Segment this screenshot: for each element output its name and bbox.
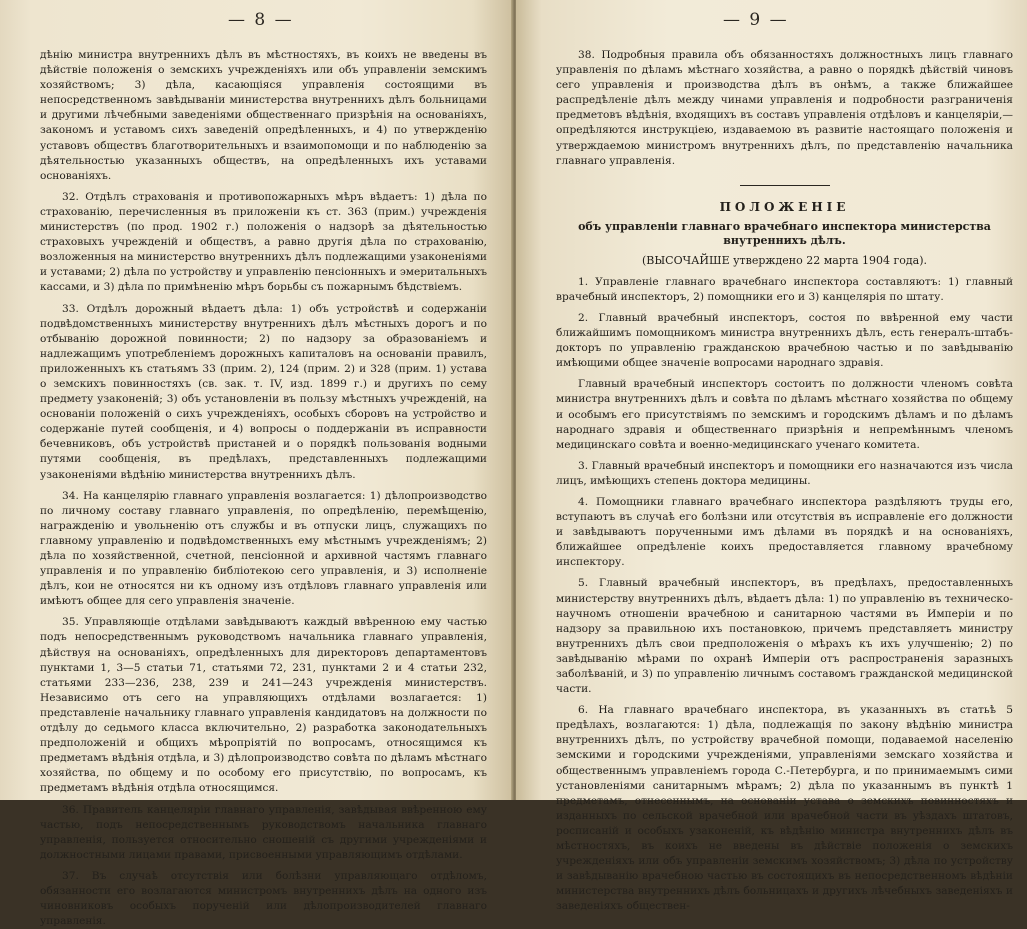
paragraph: 5. Главный врачебный инспекторъ, въ предѣлахъ, предоставленныхъ министерству внутреннихъ дѣлъ, вѣдаетъ дѣла: 1) по управленію въ техническо-научномъ отношеніи врачебною и санитарною частями въ Имперіи и по надзору за правильною ихъ постановкою, причемъ представляетъ министру внутреннихъ дѣлъ свои предположенія о мѣрахъ къ ихъ улучшенію; 2) по завѣдыванію мѣрами по охранѣ Имперіи отъ распространенія заразныхъ заболѣваній, и 3) по управленію личнымъ составомъ гражданской медицинской части. bbox=[556, 577, 1013, 696]
paragraph: 4. Помощники главнаго врачебнаго инспектора раздѣляютъ труды его, вступаютъ въ случаѣ его болѣзни или отсутствія въ исправленіе его должности и завѣдываютъ порученными имъ дѣлами въ порядкѣ и на основаніяхъ, ближайшее опредѣленіе коихъ предоставляется главному врачебному инспектору. bbox=[556, 495, 1013, 569]
paragraph: 3. Главный врачебный инспекторъ и помощники его назначаются изъ числа лицъ, имѣющихъ степень доктора медицины. bbox=[556, 459, 1013, 487]
left-page-body bbox=[40, 48, 487, 929]
paragraph: 2. Главный врачебный инспекторъ, состоя по ввѣренной ему части ближайшимъ помощникомъ министра внутреннихъ дѣлъ, есть генералъ-штабъ-докторъ по управленію гражданскою врачебною частью и по завѣдыванію имѣющими общее значеніе вопросами народнаго здравія. bbox=[556, 311, 1013, 370]
document-subtitle: объ управленіи главнаго врачебнаго инспектора министерства внутреннихъ дѣлъ. bbox=[578, 219, 991, 247]
paragraph: 35. Управляющіе отдѣлами завѣдываютъ каждый ввѣренною ему частью подъ непосредственнымъ руководствомъ начальника главнаго управленія, дѣйствуя на основаніяхъ, опредѣленныхъ для директоровъ департаментовъ пунктами 1, 3—5 статьи 71, статьями 72, 231, пунктами 2 и 4 статьи 232, статьями 233—236, 238, 239 и 241—243 учрежденія министерствъ. Независимо отъ сего на управляющихъ отдѣлами возлагается: 1) представленіе начальнику главнаго управленія кандидатовъ на должности по отдѣлу до седьмого класса включительно, 2) разработка законодательныхъ предположеній и общихъ мѣропріятій по вопросамъ, относящимся къ предметамъ вѣдѣнія отдѣла, и 3) дѣлопроизводство совѣта по дѣламъ мѣстнаго хозяйства, по общему и по особому его присутствію, по вопросамъ, къ предметамъ вѣдѣнія отдѣла относящимся. bbox=[40, 616, 487, 795]
paragraph: 33. Отдѣлъ дорожный вѣдаетъ дѣла: 1) объ устройствѣ и содержаніи подвѣдомственныхъ министерству внутреннихъ дѣлъ мѣстныхъ дорогъ и по отбыванію дорожной повинности; 2) по надзору за образованіемъ и надлежащимъ употребленіемъ дорожныхъ капиталовъ на основаніи правилъ, приложенныхъ къ статьямъ 33 (прим. 2), 124 (прим. 2) и 328 (прим. 1) устава о земскихъ повинностяхъ (св. зак. т. IV, изд. 1899 г.) и другихъ по сему предмету узаконеній; 3) объ установленіи въ пользу мѣстныхъ учрежденій, на основаніи положеній о сихъ учрежденіяхъ, особыхъ сборовъ на устройство и содержаніе путей сообщенія, и 4) вопросы о поддержаніи въ исправности бечевниковъ, объ устройствѣ пристаней и о порядкѣ пользованія водными путями сообщенія, въ предѣлахъ, представленныхъ подлежащими узаконеніями вѣдѣнію министерства внутреннихъ дѣлъ. bbox=[40, 302, 487, 481]
paragraph: 36. Правитель канцеляріи главнаго управленія, завѣдывая ввѣренною ему частью, подъ непосредственнымъ руководствомъ начальника главнаго управленія, пользуется относительно сношеній съ другими учрежденіями и должностными лицами правами, присвоенными управляющимъ отдѣлами. bbox=[40, 803, 487, 861]
right-page-body bbox=[556, 275, 1013, 915]
paragraph: Главный врачебный инспекторъ состоитъ по должности членомъ совѣта министра внутреннихъ дѣлъ и совѣта по дѣламъ мѣстнаго хозяйства по общему и особымъ его присутствіямъ по земскимъ и городскимъ дѣламъ и по дѣламъ народнаго здравія и общественнаго призрѣнія и непремѣннымъ членомъ медицинскаго совѣта и военно-медицинскаго ученаго комитета. bbox=[556, 378, 1013, 451]
paragraph: 32. Отдѣлъ страхованія и противопожарныхъ мѣръ вѣдаетъ: 1) дѣла по страхованію, перечисленныя въ приложеніи къ ст. 363 (прим.) учрежденія министерствъ (по прод. 1902 г.) положенія о надзорѣ за дѣятельностью страховыхъ учрежденій и обществъ, а равно другія дѣла по страхованію, возложенныя на министерство внутреннихъ дѣлъ подлежащими узаконеніями и уставами; 2) дѣла по устройству и управленію пенсіонныхъ и эмеритальныхъ кассами, и 3) дѣла по примѣненію мѣръ борьбы съ пожарнымъ бѣдствіемъ. bbox=[40, 190, 487, 294]
document-title: ПОЛОЖЕНІЕ bbox=[719, 199, 850, 214]
left-page bbox=[0, 0, 513, 928]
intro-paragraph: 38. Подробныя правила объ обязанностяхъ должностныхъ лицъ главнаго управленія по дѣламъ мѣстнаго хозяйства, а равно о порядкѣ дѣйствій чиновъ сего управленія и производства дѣлъ въ онѣмъ, а также ближайшее распредѣленіе дѣлъ между чинами управленія и подробности разграниченія предметовъ вѣдѣнія, входящихъ въ составъ управленія отдѣловъ и канцеляріи,—опредѣляются инструкціею, издаваемою въ развитіе настоящаго положенія и утверждаемою министромъ внутреннихъ дѣлъ, по представленію начальника главнаго управленія. bbox=[556, 49, 1013, 167]
page-number-left: — 8 — bbox=[228, 10, 294, 30]
right-page bbox=[516, 0, 1027, 913]
paragraph: 37. Въ случаѣ отсутствія или болѣзни управляющаго отдѣломъ, обязанности его возлагаются министромъ внутреннихъ дѣлъ на одного изъ чиновниковъ особыхъ порученій или дѣлопроизводителей главнаго управленія. bbox=[40, 869, 487, 928]
paragraph: 1. Управленіе главнаго врачебнаго инспектора составляютъ: 1) главный врачебный инспекторъ, 2) помощники его и 3) канцелярія по штату. bbox=[556, 275, 1013, 303]
paragraph: 6. На главнаго врачебнаго инспектора, въ указанныхъ въ статьѣ 5 предѣлахъ, возлагаются: 1) дѣла, подлежащія по закону вѣдѣнію министра внутреннихъ дѣлъ, по устройству врачебной помощи, подаваемой населенію земскими и городскими учрежденіями, управленіями земскаго хозяйства и общественнымъ управленіемъ города С.-Петербурга, и по принимаемымъ сими установленіями санитарнымъ мѣрамъ; 2) дѣла по указаннымъ въ пунктѣ 1 предметамъ, отнесеннымъ, на основаніи устава о земскихъ повинностяхъ и изданныхъ по сельской врачебной или врачебной части въ уѣздахъ штатовъ, росписаній и особыхъ узаконеній, къ вѣдѣнію министра внутреннихъ дѣлъ въ мѣстностяхъ, въ коихъ не введены въ дѣйствіе положенія о земскихъ учрежденіяхъ или объ управленіи земскимъ хозяйствомъ; 3) дѣла по устройству и завѣдыванію врачебною частью въ состоящихъ въ непосредственномъ вѣдѣніи министерства внутреннихъ дѣлъ больницахъ и другихъ лѣчебныхъ заведеніяхъ и заведеніяхъ обществен- bbox=[556, 704, 1013, 913]
section-divider bbox=[740, 185, 830, 186]
page-number-right: — 9 — bbox=[723, 10, 789, 30]
paragraph: 34. На канцелярію главнаго управленія возлагается: 1) дѣлопроизводство по личному составу главнаго управленія, по опредѣленію, перемѣщенію, награжденію и увольненію отъ службы и въ отпуски лицъ, служащихъ по главному управленію и подвѣдомственныхъ ему мѣстнымъ учрежденіямъ; 2) дѣла по хозяйственной, счетной, пенсіонной и архивной частямъ главнаго управленія и по управленію библіотекою сего управленія, и 3) исполненіе дѣлъ, кои не относятся ни къ одному изъ отдѣловъ главнаго управленія или имѣютъ общее для сего управленія значеніе. bbox=[40, 489, 487, 608]
paragraph: дѣнію министра внутреннихъ дѣлъ въ мѣстностяхъ, въ коихъ не введены въ дѣйствіе положенія о земскихъ учрежденіяхъ или объ управленіи земскимъ хозяйствомъ; 3) дѣла, касающіяся управленія состоящими въ непосредственномъ завѣдываніи министерства внутреннихъ дѣлъ больницами и другими лѣчебными заведеніями общественнаго призрѣнія на основаніяхъ, закономъ и уставомъ сихъ заведеній опредѣленныхъ, и 4) по утвержденію уставовъ обществъ благотворительныхъ и взаимопомощи и по наблюденію за дѣятельностью указанныхъ обществъ, на опредѣленныхъ ихъ уставами основаніяхъ. bbox=[40, 49, 487, 182]
document-approval: (ВЫСОЧАЙШЕ утверждено 22 марта 1904 года). bbox=[641, 253, 928, 267]
